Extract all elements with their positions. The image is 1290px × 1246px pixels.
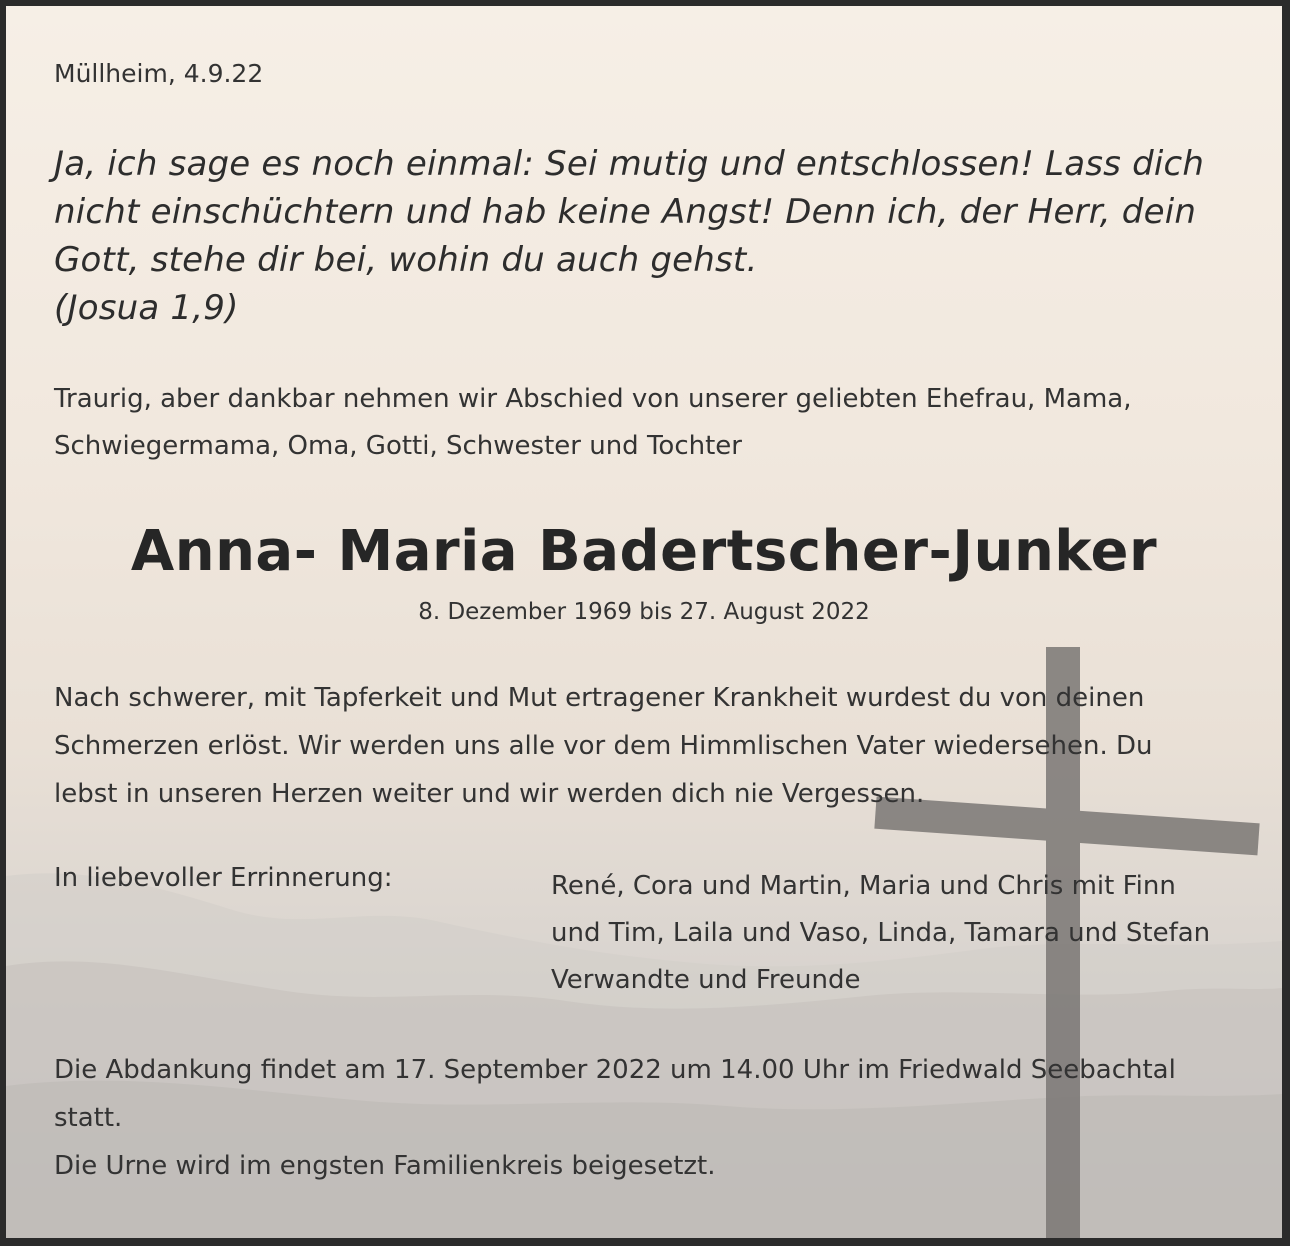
- ceremony-line: Die Abdankung findet am 17. September 2022 um 14.00 Uhr im Friedwald Seebachtal: [54, 1055, 1176, 1085]
- bible-verse: [54, 140, 1204, 332]
- mourners-line: Verwandte und Freunde: [551, 965, 861, 995]
- ceremony-line: Die Urne wird im engsten Familienkreis beigesetzt.: [54, 1151, 716, 1181]
- mourners-list: [551, 863, 1210, 1004]
- location-date: Müllheim, 4.9.22: [54, 59, 264, 88]
- intro-line: Traurig, aber dankbar nehmen wir Abschied von unserer geliebten Ehefrau, Mama,: [54, 384, 1132, 414]
- mourners-line: und Tim, Laila und Vaso, Linda, Tamara und Stefan: [551, 918, 1211, 948]
- verse-line: Gott, stehe dir bei, wohin du auch gehst.: [54, 240, 758, 280]
- message-line: Nach schwerer, mit Tapferkeit und Mut ertragener Krankheit wurdest du von deinen: [54, 683, 1145, 713]
- verse-reference: (Josua 1,9): [54, 288, 239, 328]
- message-line: lebst in unseren Herzen weiter und wir werden dich nie Vergessen.: [54, 779, 925, 809]
- ceremony-info: [54, 1046, 1176, 1190]
- obituary-notice: [6, 6, 1282, 1238]
- intro-text: [54, 376, 1131, 470]
- life-dates: 8. Dezember 1969 bis 27. August 2022: [418, 599, 870, 625]
- mourners-line: René, Cora und Martin, Maria und Chris mit Finn: [551, 871, 1176, 901]
- verse-line: nicht einschüchtern und hab keine Angst! Denn ich, der Herr, dein: [54, 192, 1197, 232]
- message-line: Schmerzen erlöst. Wir werden uns alle vor dem Himmlischen Vater wiedersehen. Du: [54, 731, 1153, 761]
- verse-line: Ja, ich sage es noch einmal: Sei mutig und entschlossen! Lass dich: [54, 144, 1205, 184]
- deceased-name: Anna- Maria Badertscher-Junker: [130, 519, 1158, 584]
- mourners-label: In liebevoller Errinnerung:: [54, 863, 393, 893]
- farewell-message: [54, 674, 1153, 818]
- ceremony-line: statt.: [54, 1103, 123, 1133]
- intro-line: Schwiegermama, Oma, Gotti, Schwester und Tochter: [54, 431, 742, 461]
